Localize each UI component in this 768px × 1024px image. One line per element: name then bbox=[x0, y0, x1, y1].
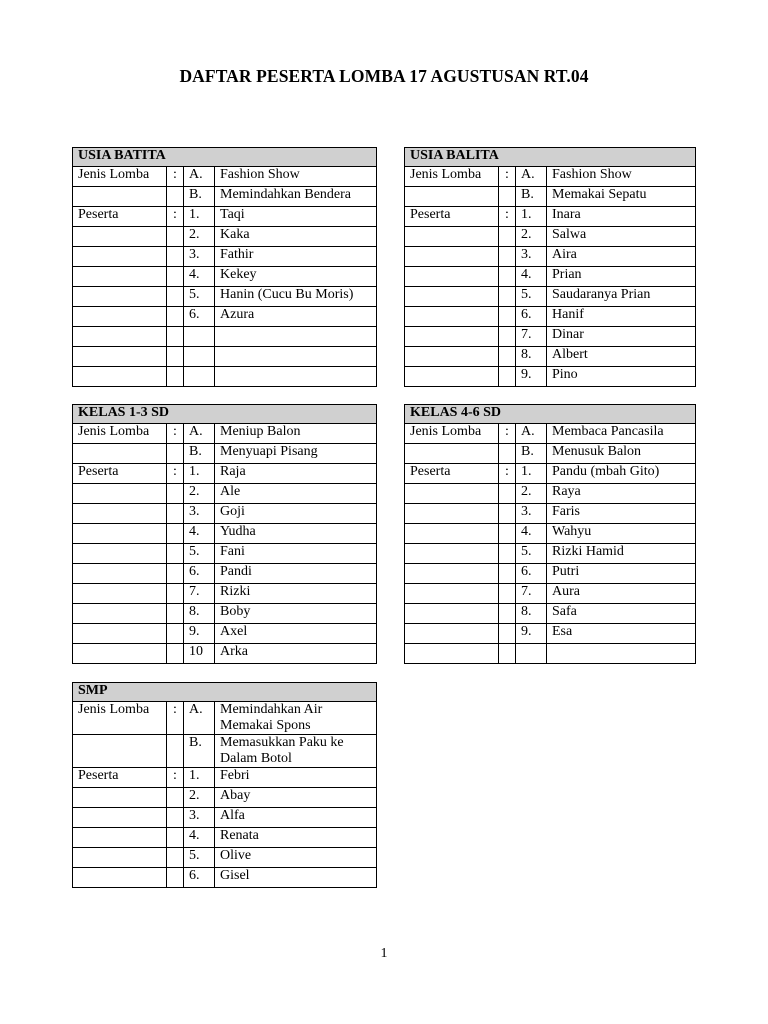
peserta-name: Gisel bbox=[215, 868, 377, 888]
empty-cell bbox=[215, 347, 377, 367]
lomba-name: Membaca Pancasila bbox=[547, 424, 696, 444]
lomba-name: Fashion Show bbox=[547, 167, 696, 187]
peserta-row bbox=[73, 504, 377, 524]
peserta-row bbox=[73, 624, 377, 644]
peserta-number: 3. bbox=[184, 504, 215, 524]
peserta-row bbox=[73, 267, 377, 287]
empty-cell bbox=[405, 504, 499, 524]
empty-cell bbox=[499, 644, 516, 664]
peserta-name: Alfa bbox=[215, 808, 377, 828]
peserta-number: 10 bbox=[184, 644, 215, 664]
empty-cell bbox=[405, 624, 499, 644]
empty-cell bbox=[73, 367, 167, 387]
empty-cell bbox=[73, 504, 167, 524]
lomba-row bbox=[73, 167, 377, 187]
blank-row bbox=[405, 644, 696, 664]
lomba-row bbox=[405, 187, 696, 207]
peserta-number: 6. bbox=[184, 868, 215, 888]
lomba-name: Fashion Show bbox=[215, 167, 377, 187]
empty-cell bbox=[167, 564, 184, 584]
peserta-name: Yudha bbox=[215, 524, 377, 544]
colon: : bbox=[167, 424, 184, 444]
empty-cell bbox=[167, 247, 184, 267]
empty-cell bbox=[167, 307, 184, 327]
empty-cell bbox=[405, 347, 499, 367]
peserta-number: 4. bbox=[516, 267, 547, 287]
empty-cell bbox=[167, 367, 184, 387]
peserta-row bbox=[405, 207, 696, 227]
empty-cell bbox=[73, 327, 167, 347]
peserta-name: Aura bbox=[547, 584, 696, 604]
peserta-name: Ale bbox=[215, 484, 377, 504]
peserta-row bbox=[73, 464, 377, 484]
peserta-number: 5. bbox=[184, 848, 215, 868]
peserta-name: Inara bbox=[547, 207, 696, 227]
lomba-letter: B. bbox=[184, 444, 215, 464]
peserta-number: 7. bbox=[184, 584, 215, 604]
empty-cell bbox=[167, 227, 184, 247]
lomba-letter: A. bbox=[184, 167, 215, 187]
lomba-name: Menyuapi Pisang bbox=[215, 444, 377, 464]
colon: : bbox=[499, 424, 516, 444]
section-table-kelas-4-6-sd bbox=[404, 404, 696, 664]
peserta-number: 5. bbox=[184, 287, 215, 307]
peserta-number: 6. bbox=[516, 307, 547, 327]
peserta-name: Kekey bbox=[215, 267, 377, 287]
peserta-row bbox=[405, 327, 696, 347]
peserta-label: Peserta bbox=[73, 207, 167, 227]
colon: : bbox=[499, 207, 516, 227]
empty-cell bbox=[499, 367, 516, 387]
peserta-name: Pandu (mbah Gito) bbox=[547, 464, 696, 484]
empty-cell bbox=[405, 327, 499, 347]
blank-row bbox=[73, 367, 377, 387]
section-table-smp bbox=[72, 682, 377, 888]
empty-cell bbox=[405, 584, 499, 604]
peserta-label: Peserta bbox=[73, 768, 167, 788]
colon: : bbox=[499, 167, 516, 187]
peserta-name: Febri bbox=[215, 768, 377, 788]
peserta-row bbox=[73, 247, 377, 267]
peserta-row bbox=[73, 644, 377, 664]
empty-cell bbox=[167, 484, 184, 504]
empty-cell bbox=[499, 307, 516, 327]
jenis-lomba-label: Jenis Lomba bbox=[405, 167, 499, 187]
empty-cell bbox=[499, 584, 516, 604]
lomba-name: Memindahkan Air Memakai Spons bbox=[215, 702, 377, 735]
section-title: KELAS 4-6 SD bbox=[405, 405, 696, 424]
peserta-number: 8. bbox=[516, 347, 547, 367]
empty-cell bbox=[499, 187, 516, 207]
peserta-row bbox=[73, 524, 377, 544]
empty-cell bbox=[167, 644, 184, 664]
empty-cell bbox=[499, 327, 516, 347]
empty-cell bbox=[167, 735, 184, 768]
empty-cell bbox=[73, 227, 167, 247]
peserta-row bbox=[405, 267, 696, 287]
empty-cell bbox=[547, 644, 696, 664]
peserta-row bbox=[73, 868, 377, 888]
empty-cell bbox=[167, 187, 184, 207]
empty-cell bbox=[73, 624, 167, 644]
lomba-row bbox=[405, 167, 696, 187]
peserta-label: Peserta bbox=[405, 464, 499, 484]
peserta-number: 1. bbox=[516, 207, 547, 227]
empty-cell bbox=[73, 287, 167, 307]
empty-cell bbox=[73, 347, 167, 367]
lomba-name: Memasukkan Paku ke Dalam Botol bbox=[215, 735, 377, 768]
peserta-number: 3. bbox=[184, 247, 215, 267]
jenis-lomba-label: Jenis Lomba bbox=[73, 702, 167, 735]
peserta-name: Putri bbox=[547, 564, 696, 584]
empty-cell bbox=[499, 544, 516, 564]
lomba-row bbox=[73, 187, 377, 207]
peserta-row bbox=[405, 347, 696, 367]
section-header-row bbox=[73, 148, 377, 167]
peserta-name: Arka bbox=[215, 644, 377, 664]
empty-cell bbox=[167, 504, 184, 524]
colon: : bbox=[167, 464, 184, 484]
lomba-letter: A. bbox=[184, 424, 215, 444]
peserta-row bbox=[405, 604, 696, 624]
peserta-number: 3. bbox=[516, 247, 547, 267]
empty-cell bbox=[73, 307, 167, 327]
peserta-name: Wahyu bbox=[547, 524, 696, 544]
peserta-number: 3. bbox=[184, 808, 215, 828]
peserta-name: Azura bbox=[215, 307, 377, 327]
section-table-usia-batita bbox=[72, 147, 377, 387]
empty-cell bbox=[167, 327, 184, 347]
peserta-number: 1. bbox=[184, 464, 215, 484]
empty-cell bbox=[167, 828, 184, 848]
peserta-row bbox=[405, 227, 696, 247]
lomba-name: Menusuk Balon bbox=[547, 444, 696, 464]
empty-cell bbox=[73, 828, 167, 848]
peserta-row bbox=[73, 564, 377, 584]
colon: : bbox=[167, 207, 184, 227]
peserta-number: 2. bbox=[516, 484, 547, 504]
empty-cell bbox=[73, 644, 167, 664]
empty-cell bbox=[499, 347, 516, 367]
empty-cell bbox=[499, 484, 516, 504]
peserta-name: Taqi bbox=[215, 207, 377, 227]
peserta-name: Rizki bbox=[215, 584, 377, 604]
peserta-row bbox=[405, 524, 696, 544]
peserta-number: 5. bbox=[516, 544, 547, 564]
jenis-lomba-label: Jenis Lomba bbox=[405, 424, 499, 444]
peserta-name: Fani bbox=[215, 544, 377, 564]
lomba-letter: B. bbox=[184, 187, 215, 207]
empty-cell bbox=[499, 624, 516, 644]
empty-cell bbox=[405, 307, 499, 327]
peserta-name: Pino bbox=[547, 367, 696, 387]
peserta-row bbox=[73, 604, 377, 624]
empty-cell bbox=[184, 347, 215, 367]
peserta-row bbox=[73, 788, 377, 808]
jenis-lomba-label: Jenis Lomba bbox=[73, 424, 167, 444]
peserta-number: 5. bbox=[516, 287, 547, 307]
peserta-number: 5. bbox=[184, 544, 215, 564]
section-table-kelas-1-3-sd bbox=[72, 404, 377, 664]
peserta-name: Dinar bbox=[547, 327, 696, 347]
peserta-row bbox=[405, 307, 696, 327]
section-header-row bbox=[73, 405, 377, 424]
peserta-name: Raya bbox=[547, 484, 696, 504]
empty-cell bbox=[184, 367, 215, 387]
lomba-letter: A. bbox=[184, 702, 215, 735]
empty-cell bbox=[73, 735, 167, 768]
peserta-number: 9. bbox=[184, 624, 215, 644]
empty-cell bbox=[184, 327, 215, 347]
section-title: KELAS 1-3 SD bbox=[73, 405, 377, 424]
lomba-name: Meniup Balon bbox=[215, 424, 377, 444]
empty-cell bbox=[405, 564, 499, 584]
peserta-name: Hanin (Cucu Bu Moris) bbox=[215, 287, 377, 307]
peserta-name: Fathir bbox=[215, 247, 377, 267]
empty-cell bbox=[499, 444, 516, 464]
peserta-number: 2. bbox=[184, 788, 215, 808]
empty-cell bbox=[167, 287, 184, 307]
peserta-row bbox=[73, 768, 377, 788]
peserta-number: 4. bbox=[184, 524, 215, 544]
peserta-name: Renata bbox=[215, 828, 377, 848]
peserta-name: Aira bbox=[547, 247, 696, 267]
empty-cell bbox=[73, 788, 167, 808]
empty-cell bbox=[405, 644, 499, 664]
empty-cell bbox=[499, 604, 516, 624]
empty-cell bbox=[167, 347, 184, 367]
lomba-name: Memakai Sepatu bbox=[547, 187, 696, 207]
empty-cell bbox=[499, 524, 516, 544]
empty-cell bbox=[516, 644, 547, 664]
peserta-number: 2. bbox=[184, 484, 215, 504]
section-header-row bbox=[73, 683, 377, 702]
peserta-number: 8. bbox=[516, 604, 547, 624]
empty-cell bbox=[215, 327, 377, 347]
peserta-number: 3. bbox=[516, 504, 547, 524]
empty-cell bbox=[167, 444, 184, 464]
empty-cell bbox=[73, 187, 167, 207]
lomba-row bbox=[405, 424, 696, 444]
empty-cell bbox=[167, 848, 184, 868]
lomba-letter: A. bbox=[516, 424, 547, 444]
peserta-number: 6. bbox=[516, 564, 547, 584]
peserta-name: Goji bbox=[215, 504, 377, 524]
empty-cell bbox=[167, 524, 184, 544]
peserta-name: Olive bbox=[215, 848, 377, 868]
empty-cell bbox=[73, 247, 167, 267]
peserta-number: 9. bbox=[516, 624, 547, 644]
peserta-name: Saudaranya Prian bbox=[547, 287, 696, 307]
peserta-number: 1. bbox=[184, 207, 215, 227]
peserta-row bbox=[73, 287, 377, 307]
empty-cell bbox=[499, 287, 516, 307]
colon: : bbox=[167, 768, 184, 788]
empty-cell bbox=[73, 584, 167, 604]
peserta-row bbox=[405, 544, 696, 564]
empty-cell bbox=[73, 808, 167, 828]
peserta-name: Salwa bbox=[547, 227, 696, 247]
lomba-name: Memindahkan Bendera bbox=[215, 187, 377, 207]
empty-cell bbox=[167, 584, 184, 604]
peserta-name: Faris bbox=[547, 504, 696, 524]
empty-cell bbox=[499, 504, 516, 524]
peserta-name: Rizki Hamid bbox=[547, 544, 696, 564]
empty-cell bbox=[73, 484, 167, 504]
peserta-name: Abay bbox=[215, 788, 377, 808]
empty-cell bbox=[167, 267, 184, 287]
empty-cell bbox=[167, 544, 184, 564]
peserta-row bbox=[405, 247, 696, 267]
peserta-number: 9. bbox=[516, 367, 547, 387]
peserta-row bbox=[73, 808, 377, 828]
section-header-row bbox=[405, 405, 696, 424]
peserta-row bbox=[405, 484, 696, 504]
peserta-row bbox=[405, 564, 696, 584]
empty-cell bbox=[167, 788, 184, 808]
colon: : bbox=[167, 167, 184, 187]
empty-cell bbox=[73, 267, 167, 287]
lomba-row bbox=[405, 444, 696, 464]
peserta-name: Hanif bbox=[547, 307, 696, 327]
empty-cell bbox=[405, 247, 499, 267]
lomba-letter: A. bbox=[516, 167, 547, 187]
lomba-row bbox=[73, 735, 377, 768]
peserta-number: 1. bbox=[516, 464, 547, 484]
empty-cell bbox=[73, 524, 167, 544]
peserta-name: Prian bbox=[547, 267, 696, 287]
peserta-name: Pandi bbox=[215, 564, 377, 584]
lomba-letter: B. bbox=[184, 735, 215, 768]
empty-cell bbox=[499, 227, 516, 247]
peserta-row bbox=[73, 484, 377, 504]
empty-cell bbox=[499, 564, 516, 584]
lomba-letter: B. bbox=[516, 444, 547, 464]
peserta-row bbox=[405, 624, 696, 644]
empty-cell bbox=[167, 624, 184, 644]
peserta-row bbox=[73, 544, 377, 564]
peserta-name: Safa bbox=[547, 604, 696, 624]
peserta-name: Esa bbox=[547, 624, 696, 644]
peserta-name: Boby bbox=[215, 604, 377, 624]
empty-cell bbox=[73, 868, 167, 888]
empty-cell bbox=[405, 227, 499, 247]
peserta-row bbox=[405, 584, 696, 604]
peserta-number: 7. bbox=[516, 584, 547, 604]
empty-cell bbox=[405, 444, 499, 464]
peserta-row bbox=[73, 207, 377, 227]
empty-cell bbox=[73, 564, 167, 584]
section-table-usia-balita bbox=[404, 147, 696, 387]
empty-cell bbox=[405, 524, 499, 544]
page-number: 1 bbox=[380, 946, 388, 961]
peserta-row bbox=[73, 227, 377, 247]
empty-cell bbox=[405, 367, 499, 387]
empty-cell bbox=[73, 544, 167, 564]
peserta-number: 8. bbox=[184, 604, 215, 624]
peserta-row bbox=[405, 367, 696, 387]
peserta-name: Albert bbox=[547, 347, 696, 367]
empty-cell bbox=[405, 604, 499, 624]
peserta-number: 2. bbox=[184, 227, 215, 247]
empty-cell bbox=[405, 267, 499, 287]
empty-cell bbox=[405, 544, 499, 564]
section-header-row bbox=[405, 148, 696, 167]
peserta-row bbox=[405, 504, 696, 524]
lomba-row bbox=[73, 444, 377, 464]
peserta-row bbox=[405, 287, 696, 307]
section-title: SMP bbox=[73, 683, 377, 702]
empty-cell bbox=[405, 287, 499, 307]
peserta-label: Peserta bbox=[73, 464, 167, 484]
empty-cell bbox=[499, 267, 516, 287]
peserta-number: 1. bbox=[184, 768, 215, 788]
empty-cell bbox=[73, 604, 167, 624]
peserta-number: 4. bbox=[516, 524, 547, 544]
empty-cell bbox=[405, 187, 499, 207]
empty-cell bbox=[73, 444, 167, 464]
peserta-name: Axel bbox=[215, 624, 377, 644]
empty-cell bbox=[405, 484, 499, 504]
peserta-row bbox=[73, 307, 377, 327]
jenis-lomba-label: Jenis Lomba bbox=[73, 167, 167, 187]
section-title: USIA BATITA bbox=[73, 148, 377, 167]
empty-cell bbox=[499, 247, 516, 267]
peserta-row bbox=[73, 848, 377, 868]
empty-cell bbox=[167, 868, 184, 888]
empty-cell bbox=[215, 367, 377, 387]
blank-row bbox=[73, 347, 377, 367]
peserta-number: 7. bbox=[516, 327, 547, 347]
peserta-number: 2. bbox=[516, 227, 547, 247]
peserta-row bbox=[73, 584, 377, 604]
peserta-name: Raja bbox=[215, 464, 377, 484]
colon: : bbox=[167, 702, 184, 735]
peserta-name: Kaka bbox=[215, 227, 377, 247]
lomba-letter: B. bbox=[516, 187, 547, 207]
lomba-row bbox=[73, 702, 377, 735]
page-title: DAFTAR PESERTA LOMBA 17 AGUSTUSAN RT.04 bbox=[179, 66, 589, 86]
blank-row bbox=[73, 327, 377, 347]
empty-cell bbox=[167, 604, 184, 624]
peserta-number: 6. bbox=[184, 307, 215, 327]
peserta-number: 6. bbox=[184, 564, 215, 584]
peserta-label: Peserta bbox=[405, 207, 499, 227]
peserta-row bbox=[73, 828, 377, 848]
peserta-row bbox=[405, 464, 696, 484]
peserta-number: 4. bbox=[184, 828, 215, 848]
empty-cell bbox=[167, 808, 184, 828]
section-title: USIA BALITA bbox=[405, 148, 696, 167]
empty-cell bbox=[73, 848, 167, 868]
peserta-number: 4. bbox=[184, 267, 215, 287]
lomba-row bbox=[73, 424, 377, 444]
colon: : bbox=[499, 464, 516, 484]
